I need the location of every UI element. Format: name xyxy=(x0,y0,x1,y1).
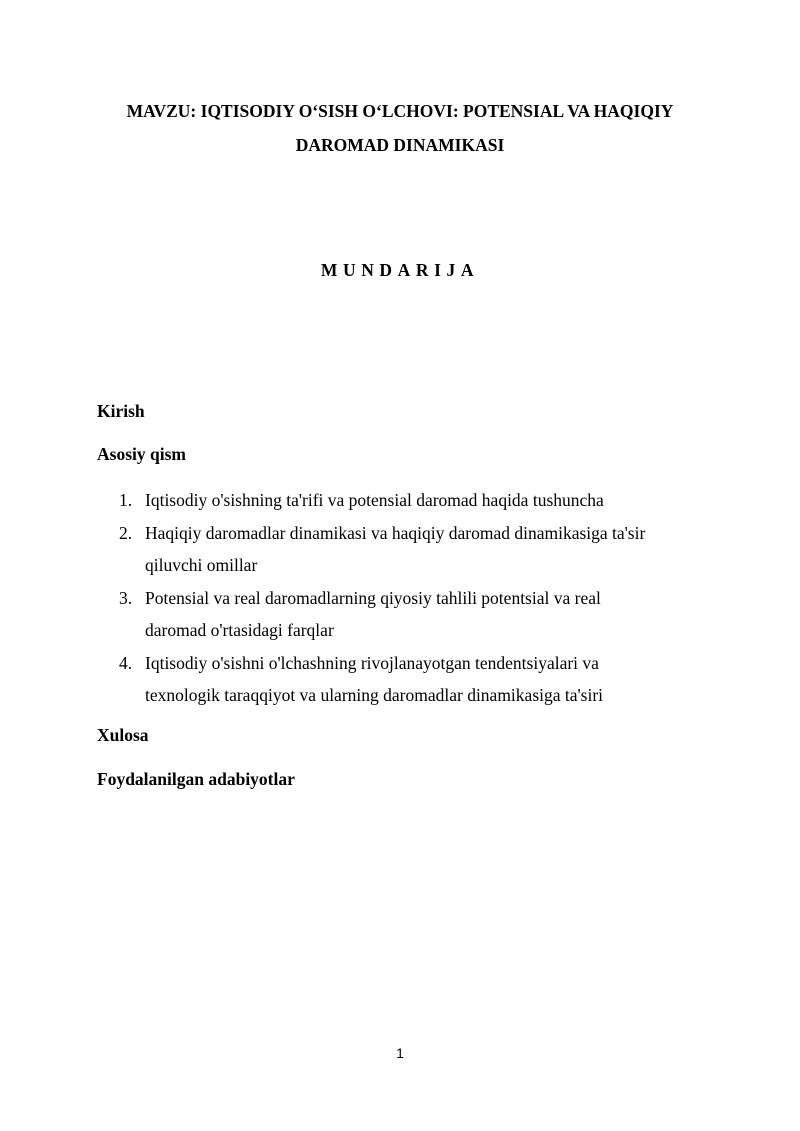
toc-item-4 xyxy=(97,647,717,712)
toc-item-number: 1. xyxy=(119,490,133,510)
section-main-part: Asosiy qism xyxy=(97,444,186,464)
page-number: 1 xyxy=(396,1045,404,1061)
toc-list xyxy=(97,484,717,712)
toc-item-text-line: Haqiqiy daromadlar dinamikasi va haqiqiy daromad dinamikasiga ta'sir xyxy=(145,522,646,543)
section-references: Foydalanilgan adabiyotlar xyxy=(97,769,295,789)
toc-item-text-line: Iqtisodiy o'sishning ta'rifi va potensial daromad haqida tushuncha xyxy=(145,490,604,510)
document-title xyxy=(60,94,740,162)
toc-item-number: 3. xyxy=(119,587,133,608)
toc-item-1 xyxy=(97,484,717,517)
title-line-2: DAROMAD DINAMIKASI xyxy=(295,135,505,155)
toc-item-3 xyxy=(97,582,717,647)
toc-item-2 xyxy=(97,517,717,582)
toc-item-text-line: texnologik taraqqiyot va ularning daromadlar dinamikasiga ta'siri xyxy=(145,685,604,705)
toc-heading: MUNDARIJA xyxy=(320,260,480,280)
section-conclusion: Xulosa xyxy=(97,725,149,745)
toc-item-text-line: qiluvchi omillar xyxy=(145,555,258,575)
toc-item-number: 4. xyxy=(119,652,133,673)
section-intro: Kirish xyxy=(97,401,145,421)
toc-item-text-line: daromad o'rtasidagi farqlar xyxy=(145,620,334,640)
title-line-1: MAVZU: IQTISODIY O‘SISH O‘LCHOVI: POTENSIAL VA HAQIQIY xyxy=(126,101,674,121)
toc-item-number: 2. xyxy=(119,522,133,543)
toc-item-text-line: Iqtisodiy o'sishni o'lchashning rivojlanayotgan tendentsiyalari va xyxy=(145,652,599,673)
toc-item-text-line: Potensial va real daromadlarning qiyosiy tahlili potentsial va real xyxy=(145,587,601,608)
